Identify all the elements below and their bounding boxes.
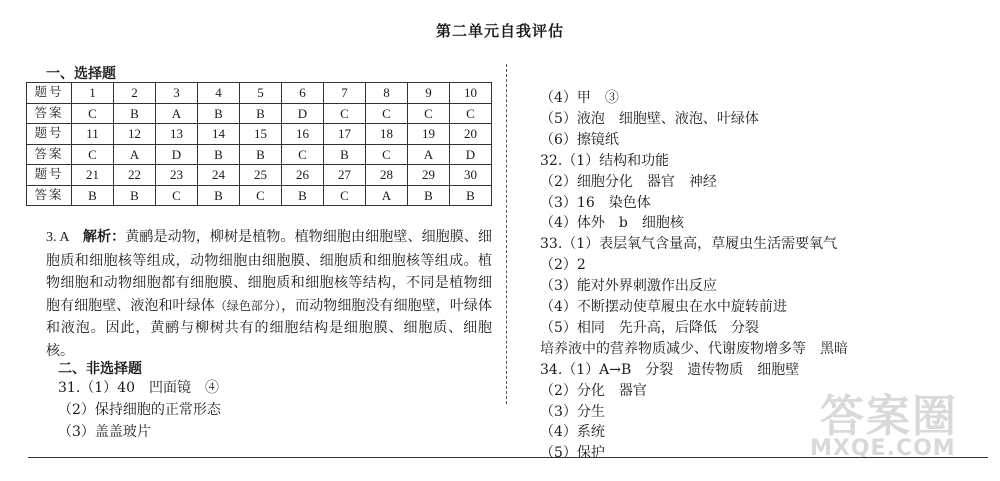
answer-cell: B — [114, 103, 156, 124]
explanation-note: （绿色部分） — [214, 298, 282, 313]
section-heading-multiple-choice: 一、选择题 — [46, 66, 116, 82]
answer-line: （3）盖盖玻片 — [58, 424, 151, 440]
answer-line: 34.（1）A→B 分裂 遗传物质 细胞壁 — [540, 361, 800, 378]
row-label-answer: 答案 — [27, 103, 72, 124]
answer-cell: D — [282, 103, 324, 124]
answer-cell: C — [366, 103, 408, 124]
answer-cell: B — [198, 103, 240, 124]
answer-cell: C — [324, 103, 366, 124]
question-number-cell: 8 — [366, 83, 408, 104]
question-number-cell: 11 — [72, 124, 114, 145]
row-label-answer: 答案 — [27, 185, 72, 206]
answer-table — [26, 82, 492, 206]
question-number-cell: 4 — [198, 83, 240, 104]
question-number-cell: 16 — [282, 124, 324, 145]
answer-line: （4）体外 b 细胞核 — [540, 215, 684, 232]
answer-line: （4）甲 ③ — [540, 90, 619, 106]
question-number-cell: 26 — [282, 165, 324, 186]
answer-line: （3）分生 — [540, 403, 605, 420]
question-number-cell: 9 — [408, 83, 450, 104]
question-number-cell: 24 — [198, 165, 240, 186]
answer-cell: C — [366, 144, 408, 165]
watermark-logo: 答案圈 — [820, 391, 958, 442]
question-number-cell: 3 — [156, 83, 198, 104]
answer-cell: C — [324, 185, 366, 206]
answer-cell: B — [198, 185, 240, 206]
question-number-cell: 25 — [240, 165, 282, 186]
answer-line: （2）2 — [540, 257, 586, 274]
explanation-text-2: ，而动物细胞没有细胞壁，叶绿体和液泡。因此，黄鹂与柳树共有的细胞结构是细胞膜、细胞质、细胞核。 — [46, 297, 492, 359]
answer-line: （5）相同 先升高，后降低 分裂 — [540, 319, 759, 336]
answer-cell: B — [114, 185, 156, 206]
answer-cell: C — [156, 185, 198, 206]
answer-line: 31.（1）40 凹面镜 ④ — [58, 380, 219, 396]
answer-cell: A — [408, 144, 450, 165]
question-number-cell: 19 — [408, 124, 450, 145]
answer-line: 32.（1）结构和功能 — [540, 152, 670, 169]
explanation-label: 解析： — [82, 229, 126, 245]
row-label-question: 题号 — [27, 83, 72, 104]
explanation-number: 3. A — [46, 230, 83, 245]
answer-cell: D — [156, 144, 198, 165]
answer-cell: B — [324, 144, 366, 165]
column-divider — [506, 64, 507, 404]
answer-cell: C — [450, 103, 492, 124]
answer-line: 培养液中的营养物质减少、代谢废物增多等 黑暗 — [540, 340, 848, 357]
section-heading-non-multiple-choice: 二、非选择题 — [58, 361, 142, 377]
answer-line: （3）能对外界刺激作出反应 — [540, 278, 717, 295]
watermark-url: MXQE.COM — [810, 436, 956, 461]
answer-cell: A — [114, 144, 156, 165]
answer-line: （2）保持细胞的正常形态 — [58, 402, 221, 418]
question-number-cell: 27 — [324, 165, 366, 186]
question-number-cell: 30 — [450, 165, 492, 186]
answer-row — [27, 144, 492, 165]
answer-line: （4）系统 — [540, 424, 605, 441]
answer-line: 33.（1）表层氧气含量高，草履虫生活需要氧气 — [540, 236, 838, 253]
answer-line: （3）16 染色体 — [540, 194, 651, 211]
question-number-cell: 6 — [282, 83, 324, 104]
question-number-row — [27, 83, 492, 104]
question-number-cell: 1 — [72, 83, 114, 104]
answer-line: （5）保护 — [540, 445, 605, 462]
answer-cell: C — [408, 103, 450, 124]
question-number-cell: 28 — [366, 165, 408, 186]
explanation-text: 黄鹂是动物，柳树是植物。植物细胞由细胞壁、细胞膜、细胞质和细胞核等组成，动物细胞由细胞膜、细胞质和细胞核等组成。植物细胞和动物细胞都有细胞膜、细胞质和细胞核等结构，不同是植物细胞有细胞壁、液泡和叶绿体 — [46, 229, 493, 314]
answer-cell: C — [72, 144, 114, 165]
answer-cell: C — [240, 185, 282, 206]
answer-cell: B — [198, 144, 240, 165]
answer-cell: B — [282, 185, 324, 206]
question-number-cell: 23 — [156, 165, 198, 186]
answer-cell: B — [408, 185, 450, 206]
answer-row — [27, 103, 492, 124]
answer-cell: B — [450, 185, 492, 206]
question-number-cell: 10 — [450, 83, 492, 104]
question-number-cell: 5 — [240, 83, 282, 104]
row-label-answer: 答案 — [27, 144, 72, 165]
question-number-cell: 7 — [324, 83, 366, 104]
answer-cell: B — [240, 144, 282, 165]
answer-cell: B — [240, 103, 282, 124]
answer-cell: A — [366, 185, 408, 206]
row-label-question: 题号 — [27, 165, 72, 186]
question-number-cell: 14 — [198, 124, 240, 145]
question-number-cell: 13 — [156, 124, 198, 145]
answer-cell: B — [72, 185, 114, 206]
question-number-cell: 29 — [408, 165, 450, 186]
question-number-cell: 22 — [114, 165, 156, 186]
page-title: 第二单元自我评估 — [435, 22, 564, 40]
row-label-question: 题号 — [27, 124, 72, 145]
bottom-rule — [28, 457, 988, 458]
question-number-cell: 18 — [366, 124, 408, 145]
answer-cell: A — [156, 103, 198, 124]
question-number-row — [27, 124, 492, 145]
answer-row — [27, 185, 492, 206]
answer-line: （4）不断摆动使草履虫在水中旋转前进 — [540, 299, 787, 315]
question-number-cell: 12 — [114, 124, 156, 145]
question-number-cell: 2 — [114, 83, 156, 104]
answer-line: （2）分化 器官 — [540, 382, 647, 399]
answer-cell: C — [72, 103, 114, 124]
answer-cell: D — [450, 144, 492, 165]
question-number-cell: 21 — [72, 165, 114, 186]
answer-cell: C — [282, 144, 324, 165]
answer-line: （6）擦镜纸 — [540, 131, 619, 148]
answer-line: （5）液泡 细胞壁、液泡、叶绿体 — [540, 110, 759, 127]
question-number-cell: 15 — [240, 124, 282, 145]
question-number-row — [27, 165, 492, 186]
answer-line: （2）细胞分化 器官 神经 — [540, 173, 717, 190]
question-number-cell: 20 — [450, 124, 492, 145]
question-number-cell: 17 — [324, 124, 366, 145]
explanation-paragraph — [46, 226, 492, 362]
